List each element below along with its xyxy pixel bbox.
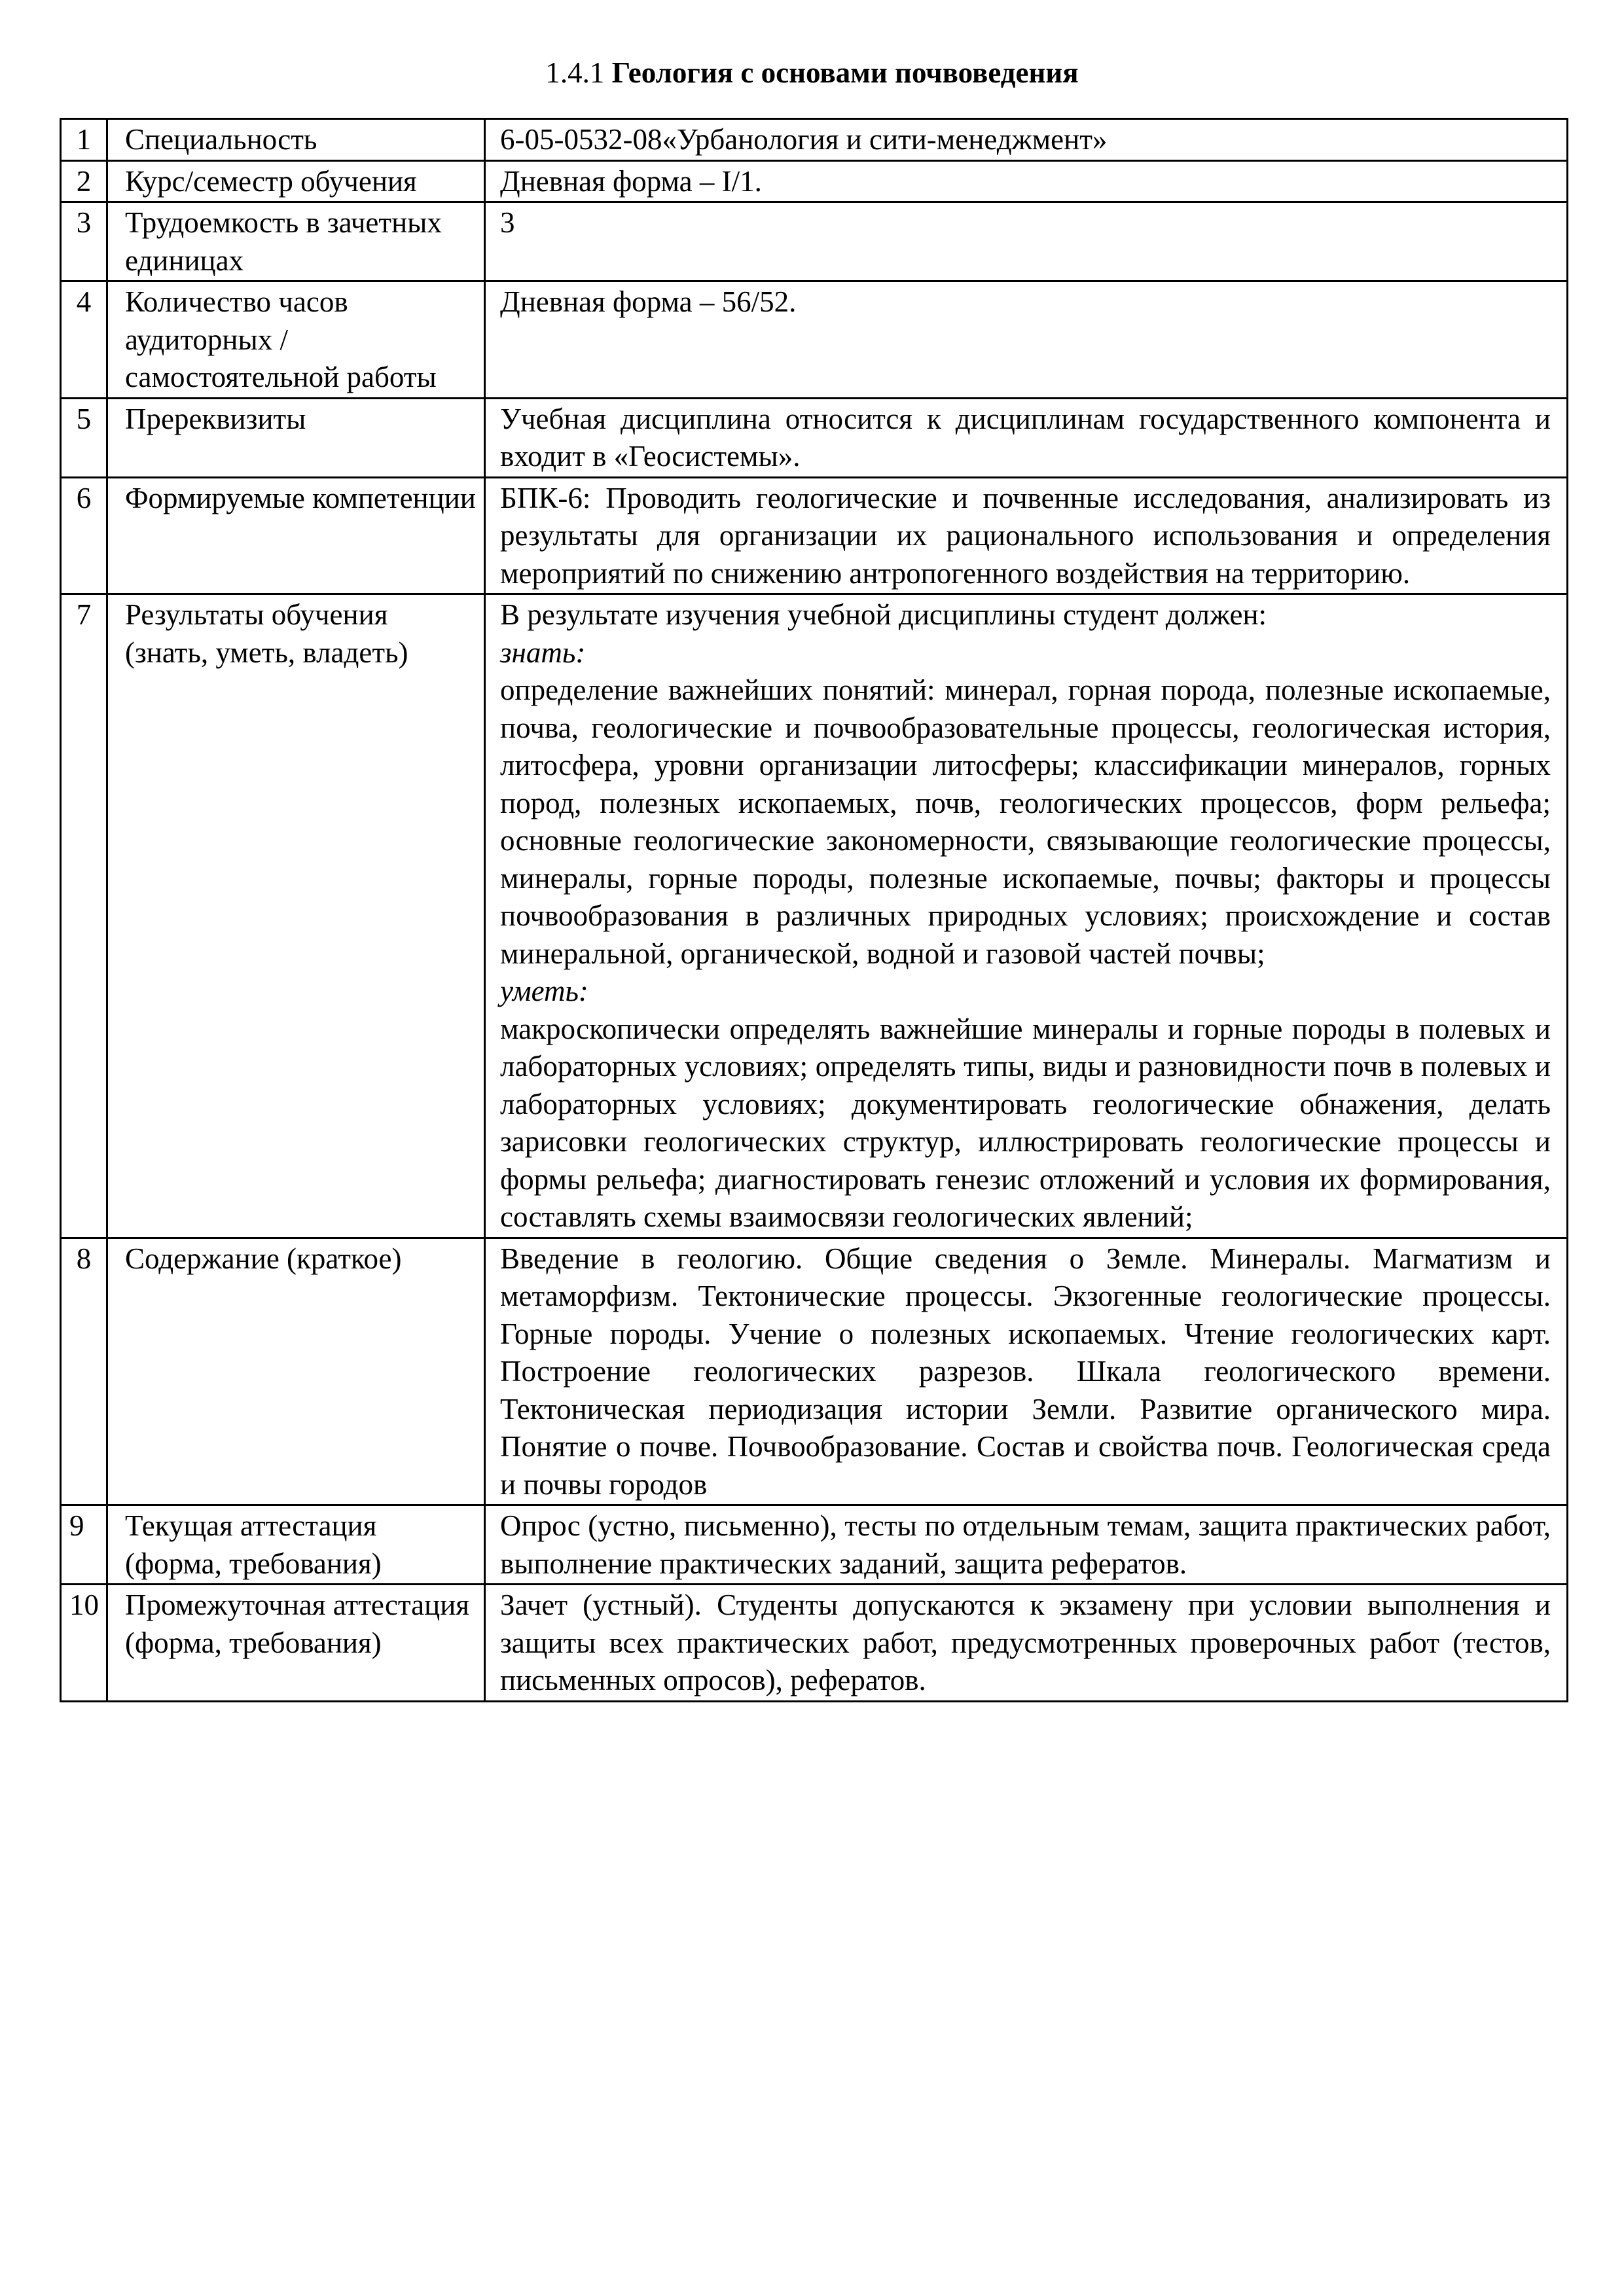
row-value [485,1585,1568,1702]
row-value [485,202,1568,281]
table-row-specialty [61,119,1568,161]
row-label: Курс/семестр обучения [107,160,485,202]
row-value [485,281,1568,399]
row-label: Промежуточная аттестация (форма, требования) [107,1585,485,1702]
table-row-hours [61,281,1568,399]
can-text: макроскопически определять важнейшие минералы и горные породы в полевых и лабораторных условиях; определять типы, виды и разновидности почв в полевых и лабораторных условиях; документировать геологические обнажения, делать зарисовки геологических структур, иллюстрировать геологические процессы и формы рельефа; диагностировать генезис отложений и условия их формирования, составлять схемы взаимосвязи геологических явлений; [500,1012,1551,1233]
row-number: 4 [61,281,107,399]
document-title: Геология с основами почвоведения [611,56,1079,89]
course-info-table [60,118,1568,1702]
row-number: 9 [61,1505,107,1585]
table-row-competencies [61,477,1568,594]
table-row-learning-outcomes [61,594,1568,1238]
outcomes-intro: В результате изучения учебной дисциплины студент должен: [500,598,1267,631]
current-assessment-value: Опрос (устно, письменно), тесты по отдельным темам, защита практических работ, выполнение практических заданий, защита рефератов. [500,1509,1551,1580]
competencies-value: БПК-6: Проводить геологические и почвенные исследования, анализировать из результаты для организации их рационального использования и определения мероприятий по снижению антропогенного воздействия на территорию. [500,481,1551,590]
row-number: 8 [61,1238,107,1505]
row-label: Формируемые компетенции [107,477,485,594]
row-number: 3 [61,202,107,281]
row-number: 5 [61,398,107,477]
specialty-value: 6-05-0532-08«Урбанология и сити-менеджмент» [500,123,1108,156]
row-number: 10 [61,1585,107,1702]
page-title [0,54,1624,92]
row-label: Содержание (краткое) [107,1238,485,1505]
table-row-course-semester [61,160,1568,202]
row-value [485,1238,1568,1505]
row-value [485,1505,1568,1585]
intermediate-assessment-value: Зачет (устный). Студенты допускаются к экзамену при условии выполнения и защиты всех практических работ, предусмотренных проверочных работ (тестов, письменных опросов), рефератов. [500,1588,1551,1696]
know-text: определение важнейших понятий: минерал, горная порода, полезные ископаемые, почва, геологические и почвообразовательные процессы, геологическая история, литосфера, уровни организации литосферы; классификации минералов, горных пород, полезных ископаемых, почв, геологических процессов, форм рельефа; основные геологические закономерности, связывающие геологические процессы, минералы, горные породы, полезные ископаемые, почвы; факторы и процессы почвообразования в различных природных условиях; происхождение и состав минеральной, органической, водной и газовой частей почвы; [500,673,1551,970]
row-value [485,594,1568,1238]
row-value [485,160,1568,202]
can-heading: уметь: [500,975,588,1007]
credits-value: 3 [500,206,515,239]
row-label: Количество часов аудиторных / самостоятельной работы [107,281,485,399]
row-number: 7 [61,594,107,1238]
row-value [485,477,1568,594]
row-label: Трудоемкость в зачетных единицах [107,202,485,281]
table-row-content [61,1238,1568,1505]
row-value [485,398,1568,477]
hours-value: Дневная форма – 56/52. [500,285,797,318]
table-row-credits [61,202,1568,281]
section-number: 1.4.1 [545,56,605,89]
row-label: Текущая аттестация (форма, требования) [107,1505,485,1585]
prerequisites-value: Учебная дисциплина относится к дисциплинам государственного компонента и входит в «Геосистемы». [500,402,1551,473]
row-number: 6 [61,477,107,594]
know-heading: знать: [500,636,586,669]
row-label: Специальность [107,119,485,161]
row-number: 2 [61,160,107,202]
course-semester-value: Дневная форма – I/1. [500,164,762,198]
content-value: Введение в геологию. Общие сведения о Земле. Минералы. Магматизм и метаморфизм. Тектонические процессы. Экзогенные геологические процессы. Горные породы. Учение о полезных ископаемых. Чтение геологических карт. Построение геологических разрезов. Шкала геологического времени. Тектоническая периодизация истории Земли. Развитие органического мира. Понятие о почве. Почвообразование. Состав и свойства почв. Геологическая среда и почвы городов [500,1242,1551,1501]
row-label: Результаты обучения (знать, уметь, владеть) [107,594,485,1238]
table-row-current-assessment [61,1505,1568,1585]
row-value [485,119,1568,161]
row-number: 1 [61,119,107,161]
table-row-intermediate-assessment [61,1585,1568,1702]
table-row-prerequisites [61,398,1568,477]
row-label: Пререквизиты [107,398,485,477]
